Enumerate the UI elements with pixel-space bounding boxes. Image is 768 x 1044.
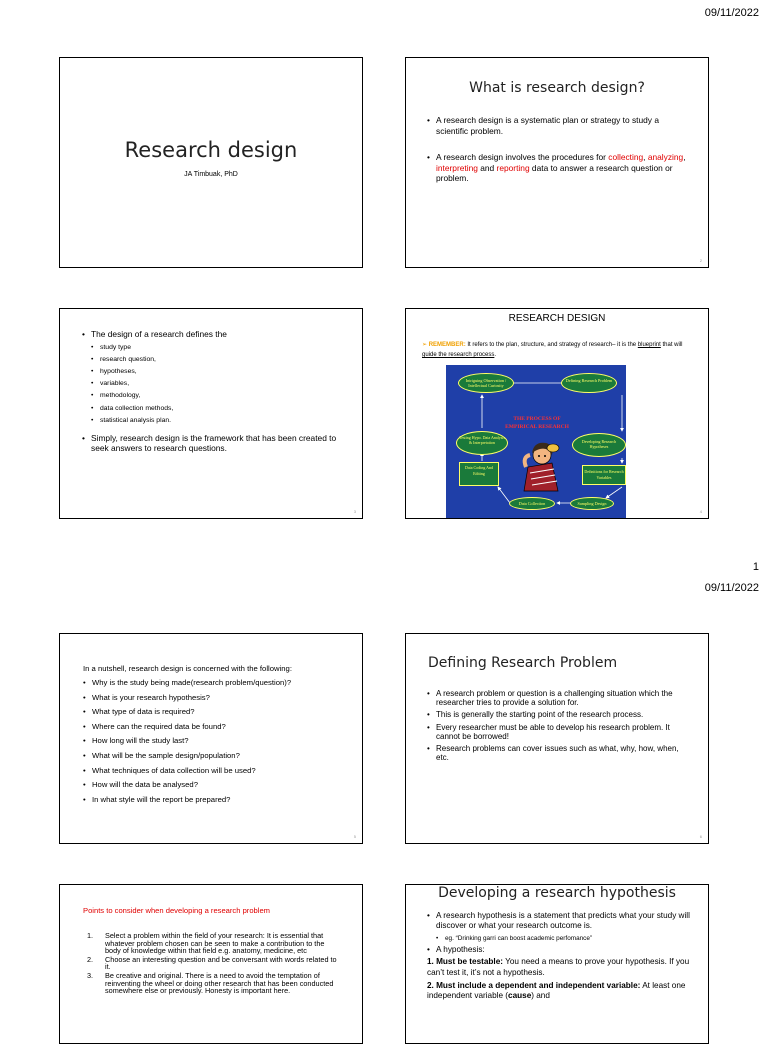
list-item: • What type of data is required? — [83, 705, 356, 720]
bullet-a-hypothesis: • A hypothesis: — [427, 945, 690, 955]
page-date: 09/11/2022 — [704, 582, 759, 594]
list-item: • methodology, — [91, 390, 342, 402]
slide-number: 3 — [353, 509, 356, 514]
slide-number: 2 — [699, 258, 702, 263]
slide-defining-research-problem — [405, 633, 709, 844]
criterion-variables: 2. Must include a dependent and independent variable: At least one independent variable (cause) and — [427, 981, 686, 1001]
slide-points-to-consider — [59, 884, 363, 1044]
list-item: 1. Select a problem within the field of your research: It is essential that whatever problem chosen can be seen to make a contribution to the body of knowledge within that field e.g. anatomy, medicine, etc — [87, 931, 325, 956]
word-interpreting: interpreting — [436, 162, 478, 173]
node-defining-problem: Defining Research Problem — [561, 373, 617, 393]
list-item: • Every researcher must be able to develop his research problem. It cannot be borrowed! — [427, 723, 686, 741]
list-item: • In what style will the report be prepared? — [83, 793, 356, 808]
list-item: • What will be the sample design/population? — [83, 749, 356, 764]
list-item: • How will the data be analysed? — [83, 778, 356, 793]
word-analyzing: analyzing — [647, 152, 684, 162]
list-item: • A research problem or question is a challenging situation which the researcher tries to provide a solution for. — [427, 689, 686, 707]
slide-what-is-research-design — [405, 57, 709, 268]
slide-number: 5 — [353, 834, 356, 839]
node-testing-hypotheses: Testing Hypo. Data Analysis & Interpretation — [456, 431, 508, 455]
slide-heading: What is research design? — [469, 80, 645, 96]
list-item: • variables, — [91, 378, 342, 390]
list-item: • What techniques of data collection will be used? — [83, 764, 356, 779]
list-item: • hypotheses, — [91, 366, 342, 378]
list-item: • statistical analysis plan. — [91, 415, 342, 427]
diagram-center-title: THE PROCESS OF EMPIRICAL RESEARCH — [505, 416, 569, 430]
list-item: • data collection methods, — [91, 403, 342, 415]
word-collecting: collecting — [608, 152, 644, 162]
list-item: • What is your research hypothesis? — [83, 691, 356, 706]
criterion-testable: 1. Must be testable: You need a means to prove your hypothesis. If you can’t test it, it’s not a hypothesis. — [427, 957, 690, 977]
list-item: • study type — [91, 342, 342, 354]
word-reporting: reporting — [496, 162, 530, 173]
slide-design-defines — [59, 308, 363, 519]
slide-in-a-nutshell — [59, 633, 363, 844]
slide-number: 6 — [699, 834, 702, 839]
points-heading: Points to consider when developing a research problem — [83, 906, 270, 915]
slide-research-design-process — [405, 308, 709, 519]
node-data-coding: Data Coding And Editing — [459, 462, 499, 486]
bullet-procedures: • A research design involves the procedures for collecting, analyzing, interpreting and reporting data to answer a research question or problem. — [427, 152, 686, 184]
slide-heading: Defining Research Problem — [428, 655, 618, 671]
slide-title-heading: Research design — [124, 138, 298, 162]
page-date: 09/11/2022 — [704, 7, 759, 19]
slide-number: 4 — [699, 509, 702, 514]
list-item: • This is generally the starting point of the research process. — [427, 710, 686, 719]
list-item: • Why is the study being made(research problem/question)? — [83, 676, 356, 691]
node-intriguing-observation: Intriguing Observation / Intellectual Curiosity — [458, 373, 514, 393]
remember-note: ➢ REMEMBER: It refers to the plan, structure, and strategy of research– it is the blueprint that will guide the research process. — [422, 342, 683, 358]
example-item: • eg. “Drinking garri can boost academic perfomance” — [436, 933, 690, 944]
thinking-person-illustration — [518, 437, 564, 493]
slide-developing-hypothesis — [405, 884, 709, 1044]
list-item: 2. Choose an interesting question and be conversant with words related to it. — [87, 954, 337, 972]
node-sampling-design: Sampling Design — [570, 497, 614, 510]
list-item: 3. Be creative and original. There is a need to avoid the temptation of reinventing the wheel or doing other research that has been conducted somewhere else or previously. Honesty is important here. — [87, 970, 334, 996]
bullet-definition: • A research design is a systematic plan or strategy to study a scientific problem. — [427, 115, 686, 136]
slide-heading: RESEARCH DESIGN — [508, 313, 606, 324]
list-item: • How long will the study last? — [83, 734, 356, 749]
list-item: • Where can the required data be found? — [83, 720, 356, 735]
slide-heading: Developing a research hypothesis — [438, 885, 676, 901]
empirical-research-diagram — [446, 365, 626, 518]
list-item: • Research problems can cover issues such as what, why, how, when, etc. — [427, 744, 686, 762]
slide-title — [59, 57, 363, 268]
node-variable-definitions: Definitions for Research Variables — [582, 465, 626, 485]
page-number: 1 — [752, 561, 759, 573]
nutshell-intro: In a nutshell, research design is concerned with the following: — [83, 664, 292, 673]
list-item: • research question, — [91, 354, 342, 366]
node-developing-hypotheses: Developing Research Hypotheses — [572, 433, 626, 457]
bullet-intro: • The design of a research defines the • study type • research question, • hypotheses, • variables, • methodology, • data collection methods, • statistical analysis plan. — [82, 329, 342, 427]
bullet-closing: • Simply, research design is the framework that has been created to seek answers to research questions. — [82, 433, 342, 454]
node-data-collection: Data Collection — [509, 497, 555, 510]
bullet-definition: • A research hypothesis is a statement that predicts what your study will discover or what your research outcome is. • eg. “Drinking garri can boost academic perfomance” — [427, 911, 690, 944]
slide-author: JA Timbuak, PhD — [184, 171, 238, 178]
